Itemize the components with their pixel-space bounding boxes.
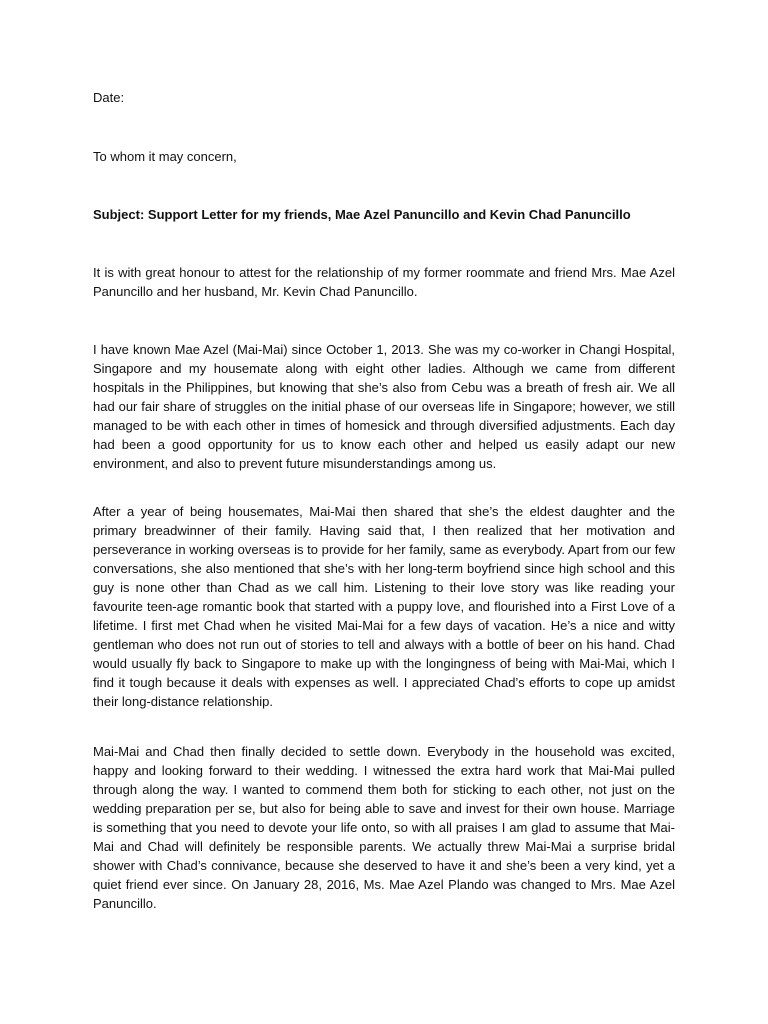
subject-line: Subject: Support Letter for my friends, Mae Azel Panuncillo and Kevin Chad Panuncillo (93, 207, 631, 222)
paragraph-how-we-met: I have known Mae Azel (Mai-Mai) since October 1, 2013. She was my co-worker in Changi Hospital, Singapore and my housemate along with eight other ladies. Although we came from different hospitals in the Philippines, but knowing that she’s also from Cebu was a breath of fresh air. We all had our fair share of struggles on the initial phase of our overseas life in Singapore; however, we still managed to be with each other in times of homesick and through diversified adjustments. Each day had been a good opportunity for us to know each other and helped us easily adapt our new environment, and also to prevent future misunderstandings among us. (93, 342, 675, 471)
paragraph-wedding: Mai-Mai and Chad then finally decided to settle down. Everybody in the household was excited, happy and looking forward to their wedding. I witnessed the extra hard work that Mai-Mai pulled through along the way. I wanted to commend them both for sticking to each other, not just on the wedding preparation per se, but also for being able to save and invest for their own house. Marriage is something that you need to devote your life onto, so with all praises I am glad to assume that Mai-Mai and Chad will definitely be responsible parents. We actually threw Mai-Mai a surprise bridal shower with Chad’s connivance, because she deserved to have it and she’s been a very kind, yet a quiet friend ever since. On January 28, 2016, Ms. Mae Azel Plando was changed to Mrs. Mae Azel Panuncillo. (93, 744, 675, 911)
salutation: To whom it may concern, (93, 149, 237, 164)
paragraph-intro: It is with great honour to attest for the relationship of my former roommate and friend Mrs. Mae Azel Panuncillo and her husband, Mr. Kevin Chad Panuncillo. (93, 265, 675, 299)
date-label: Date: (93, 90, 125, 105)
paragraph-relationship: After a year of being housemates, Mai-Mai then shared that she’s the eldest daughter and the primary breadwinner of their family. Having said that, I then realized that her motivation and perseverance in working overseas is to provide for her family, same as everybody. Apart from our few conversations, she also mentioned that she’s with her long-term boyfriend since high school and this guy is none other than Chad as we call him. Listening to their love story was like reading your favourite teen-age romantic book that started with a puppy love, and flourished into a First Love of a lifetime. I first met Chad when he visited Mai-Mai for a few days of vacation. He’s a nice and witty gentleman who does not run out of stories to tell and always with a bottle of beer on his hand. Chad would usually fly back to Singapore to make up with the longingness of being with Mai-Mai, which I find it tough because it deals with expenses as well. I appreciated Chad’s efforts to cope up amidst their long-distance relationship. (93, 504, 675, 709)
